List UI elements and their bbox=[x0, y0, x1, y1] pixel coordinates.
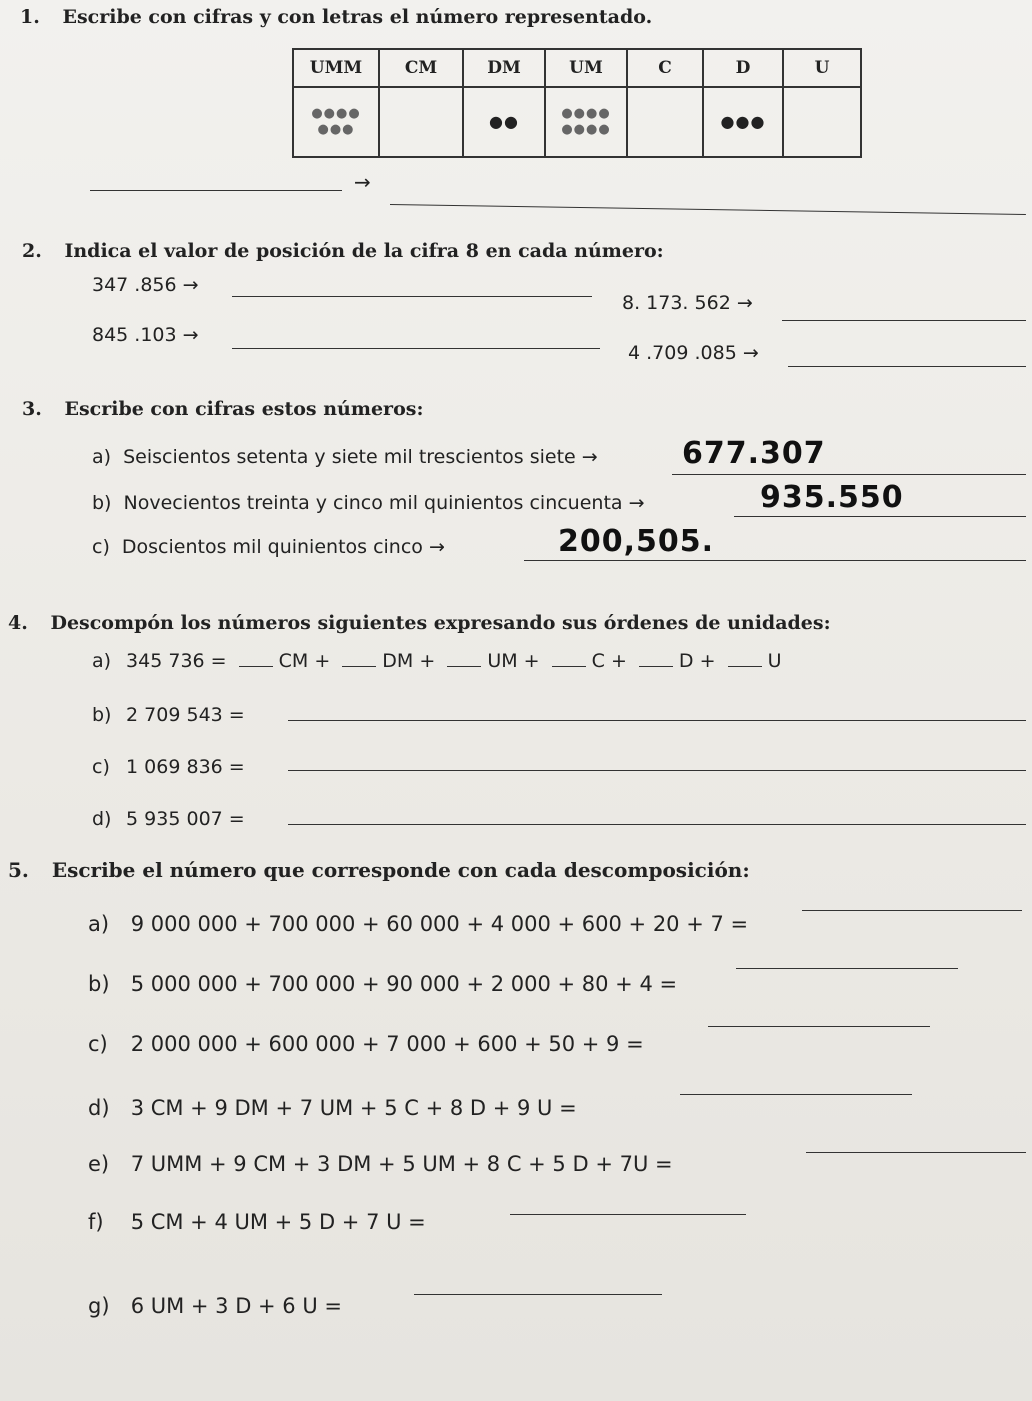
blank-field[interactable] bbox=[552, 648, 586, 667]
dots-cell bbox=[627, 87, 703, 157]
unit-label: U bbox=[767, 650, 782, 672]
answer-line[interactable] bbox=[736, 968, 958, 969]
item-label: e) bbox=[88, 1152, 110, 1176]
answer-line[interactable] bbox=[288, 720, 1026, 721]
answer-line[interactable] bbox=[524, 560, 1026, 561]
answer-line-digits[interactable] bbox=[90, 190, 342, 191]
exercise-3-item-b bbox=[92, 492, 645, 514]
exercise-2-heading bbox=[22, 240, 664, 262]
item-label: a) bbox=[92, 650, 112, 672]
table-dots-row bbox=[293, 87, 861, 157]
table-header-row bbox=[293, 49, 861, 87]
place-value-table bbox=[292, 48, 862, 158]
answer-line[interactable] bbox=[734, 516, 1026, 517]
item-label: b) bbox=[92, 704, 112, 726]
answer-line[interactable] bbox=[806, 1152, 1026, 1153]
dots: ●●●● ●●● bbox=[311, 106, 361, 137]
exercise-3-heading bbox=[22, 398, 423, 420]
answer-line[interactable] bbox=[288, 770, 1026, 771]
answer-line[interactable] bbox=[680, 1094, 912, 1095]
item-label: b) bbox=[92, 492, 112, 514]
item-label: c) bbox=[88, 1032, 108, 1056]
exercise-title: Escribe el número que corresponde con cada descomposición: bbox=[51, 858, 750, 882]
dots-cell bbox=[463, 87, 545, 157]
exercise-1-heading bbox=[20, 6, 652, 28]
item-text: Seiscientos setenta y siete mil trescientos siete → bbox=[123, 446, 598, 468]
item-label: f) bbox=[88, 1210, 104, 1234]
exercise-5-item-b bbox=[88, 972, 677, 996]
item-label: c) bbox=[92, 536, 110, 558]
header-cell: UM bbox=[545, 49, 627, 87]
exercise-5-item-f bbox=[88, 1210, 426, 1234]
item-label: b) bbox=[88, 972, 110, 996]
item-label: a) bbox=[92, 446, 112, 468]
dots-cell bbox=[293, 87, 379, 157]
exercise-5-heading bbox=[8, 858, 750, 882]
unit-label: C + bbox=[591, 650, 627, 672]
arrow-icon: → bbox=[354, 170, 371, 194]
answer-line[interactable] bbox=[782, 320, 1026, 321]
dots: ●● bbox=[489, 112, 519, 131]
dots-cell bbox=[783, 87, 861, 157]
answer-line[interactable] bbox=[672, 474, 1026, 475]
exercise-3-item-a bbox=[92, 446, 598, 468]
item-number: 5 935 007 = bbox=[126, 808, 245, 830]
answer-line[interactable] bbox=[802, 910, 1022, 911]
item-expression: 9 000 000 + 700 000 + 60 000 + 4 000 + 600 + 20 + 7 = bbox=[130, 912, 749, 936]
item-label: d) bbox=[88, 1096, 110, 1120]
unit-label: CM + bbox=[278, 650, 331, 672]
answer-line[interactable] bbox=[510, 1214, 746, 1215]
item-number: 1 069 836 = bbox=[126, 756, 245, 778]
handwritten-answer: 935.550 bbox=[760, 480, 904, 515]
answer-line[interactable] bbox=[232, 296, 592, 297]
item-expression: 6 UM + 3 D + 6 U = bbox=[130, 1294, 342, 1318]
unit-label: DM + bbox=[382, 650, 436, 672]
exercise-2-item: 845 .103 → bbox=[92, 324, 199, 346]
header-cell: UMM bbox=[293, 49, 379, 87]
exercise-5-item-e bbox=[88, 1152, 673, 1176]
blank-field[interactable] bbox=[239, 648, 273, 667]
answer-line[interactable] bbox=[708, 1026, 930, 1027]
item-expression: 2 000 000 + 600 000 + 7 000 + 600 + 50 + 9 = bbox=[130, 1032, 644, 1056]
dots-cell bbox=[379, 87, 463, 157]
exercise-number: 4. bbox=[8, 612, 28, 634]
exercise-number: 2. bbox=[22, 240, 42, 262]
dots-cell bbox=[545, 87, 627, 157]
exercise-number: 5. bbox=[8, 858, 29, 882]
exercise-title: Escribe con cifras y con letras el número representado. bbox=[62, 6, 653, 28]
item-text: Novecientos treinta y cinco mil quinientos cincuenta → bbox=[123, 492, 645, 514]
answer-line[interactable] bbox=[232, 348, 600, 349]
exercise-title: Escribe con cifras estos números: bbox=[64, 398, 424, 420]
item-expression: 7 UMM + 9 CM + 3 DM + 5 UM + 8 C + 5 D + 7U = bbox=[130, 1152, 673, 1176]
exercise-5-item-g bbox=[88, 1294, 342, 1318]
handwritten-answer: 677.307 bbox=[682, 436, 826, 471]
item-expression: 5 CM + 4 UM + 5 D + 7 U = bbox=[130, 1210, 426, 1234]
item-label: d) bbox=[92, 808, 112, 830]
blank-field[interactable] bbox=[342, 648, 376, 667]
header-cell: U bbox=[783, 49, 861, 87]
exercise-2-item: 8. 173. 562 → bbox=[622, 292, 753, 314]
item-text: Doscientos mil quinientos cinco → bbox=[121, 536, 445, 558]
item-expression: 3 CM + 9 DM + 7 UM + 5 C + 8 D + 9 U = bbox=[130, 1096, 577, 1120]
exercise-2-item: 347 .856 → bbox=[92, 274, 199, 296]
exercise-4-item-c bbox=[92, 756, 245, 778]
item-label: g) bbox=[88, 1294, 110, 1318]
exercise-4-item-d bbox=[92, 808, 245, 830]
header-cell: C bbox=[627, 49, 703, 87]
item-number: 345 736 = bbox=[126, 650, 227, 672]
item-label: a) bbox=[88, 912, 110, 936]
exercise-3-item-c bbox=[92, 536, 445, 558]
answer-line[interactable] bbox=[414, 1294, 662, 1295]
item-expression: 5 000 000 + 700 000 + 90 000 + 2 000 + 80 + 4 = bbox=[130, 972, 678, 996]
blank-field[interactable] bbox=[728, 648, 762, 667]
exercise-4-heading bbox=[8, 612, 831, 634]
header-cell: DM bbox=[463, 49, 545, 87]
blank-field[interactable] bbox=[447, 648, 481, 667]
answer-line[interactable] bbox=[788, 366, 1026, 367]
header-cell: D bbox=[703, 49, 783, 87]
answer-line[interactable] bbox=[288, 824, 1026, 825]
exercise-4-item-a bbox=[92, 648, 781, 672]
exercise-4-item-b bbox=[92, 704, 245, 726]
exercise-title: Indica el valor de posición de la cifra 8 en cada número: bbox=[64, 240, 664, 262]
exercise-5-item-a bbox=[88, 912, 748, 936]
header-cell: CM bbox=[379, 49, 463, 87]
item-label: c) bbox=[92, 756, 110, 778]
exercise-title: Descompón los números siguientes expresando sus órdenes de unidades: bbox=[50, 612, 831, 634]
exercise-number: 3. bbox=[22, 398, 42, 420]
handwritten-answer: 200,505. bbox=[558, 524, 715, 559]
unit-label: UM + bbox=[487, 650, 540, 672]
blank-field[interactable] bbox=[639, 648, 673, 667]
dots: ●●● bbox=[720, 112, 766, 131]
exercise-number: 1. bbox=[20, 6, 40, 28]
dots-cell bbox=[703, 87, 783, 157]
unit-label: D + bbox=[678, 650, 716, 672]
exercise-2-item: 4 .709 .085 → bbox=[628, 342, 759, 364]
exercise-5-item-d bbox=[88, 1096, 577, 1120]
exercise-5-item-c bbox=[88, 1032, 644, 1056]
item-number: 2 709 543 = bbox=[126, 704, 245, 726]
dots: ●●●● ●●●● bbox=[561, 106, 611, 137]
